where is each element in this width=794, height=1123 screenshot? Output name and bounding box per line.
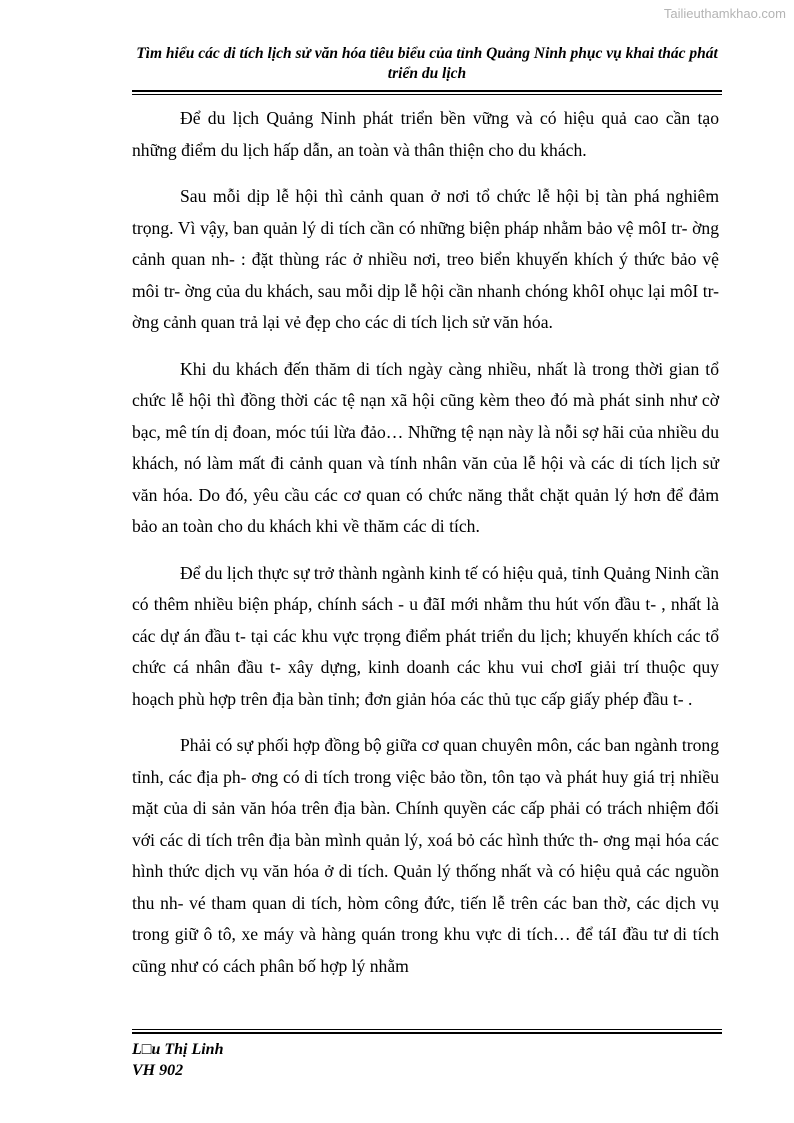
header-rule-thin (132, 94, 722, 95)
header-rule-thick (132, 90, 722, 92)
paragraph-1: Để du lịch Quảng Ninh phát triển bền vững và có hiệu quả cao cần tạo những điểm du lịch hấp dẫn, an toàn và thân thiện cho du khách. (132, 108, 719, 160)
footer-rule-thick (132, 1032, 722, 1034)
watermark-text: Tailieuthamkhao.com (663, 6, 786, 21)
paragraph-4: Để du lịch thực sự trở thành ngành kinh tế có hiệu quả, tỉnh Quảng Ninh cần có thêm nhiều biện pháp, chính sách - u đãI mới nhằm thu hút vốn đầu t- , nhất là các dự án đầu t- tại các khu vực trọng điểm phát triển du lịch; khuyến khích các tổ chức cá nhân đầu t- xây dựng, kinh doanh các khu vui chơI giải trí thuộc quy hoạch phù hợp trên địa bàn tỉnh; đơn giản hóa các thủ tục cấp giấy phép đầu t- . (132, 562, 719, 709)
page-footer (132, 1039, 223, 1081)
footer-author: L□u Thị Linh (132, 1041, 224, 1058)
paragraph-3: Khi du khách đến thăm di tích ngày càng nhiều, nhất là trong thời gian tổ chức lễ hội thì đồng thời các tệ nạn xã hội cũng kèm theo đó mà phát sinh như cờ bạc, mê tín dị đoan, móc túi lừa đảo… Những tệ nạn này là nỗi sợ hãi của nhiều du khách, nó làm mất đi cảnh quan và tính nhân văn của lễ hội và các di tích lịch sử văn hóa. Do đó, yêu cầu các cơ quan có chức năng thắt chặt quản lý hơn để đảm bảo an toàn cho du khách khi về thăm các di tích. (132, 358, 719, 536)
footer-rule-thin (132, 1029, 722, 1030)
footer-class-code: VH 902 (132, 1062, 184, 1079)
document-body (132, 103, 719, 997)
paragraph-2: Sau mỗi dịp lễ hội thì cảnh quan ở nơi tổ chức lễ hội bị tàn phá nghiêm trọng. Vì vậy, ban quản lý di tích cần có những biện pháp nhằm bảo vệ môI tr- ờng cảnh quan nh- : đặt thùng rác ở nhiều nơi, treo biển khuyến khích ý thức bảo vệ môi tr- ờng của du khách, sau mỗi dịp lễ hội cần nhanh chóng khôI ohục lại môI tr- ờng cảnh quan trả lại vẻ đẹp cho các di tích lịch sử văn hóa. (132, 186, 719, 332)
page-header-title: Tìm hiểu các di tích lịch sử văn hóa tiêu biểu của tỉnh Quảng Ninh phục vụ khai thác phát triển du lịch (136, 45, 718, 82)
paragraph-5: Phải có sự phối hợp đồng bộ giữa cơ quan chuyên môn, các ban ngành trong tỉnh, các địa ph- ơng có di tích trong việc bảo tồn, tôn tạo và phát huy giá trị nhiều mặt của di sản văn hóa trên địa bàn. Chính quyền các cấp phải có trách nhiệm đối với các di tích trên địa bàn mình quản lý, xoá bỏ các hình thức th- ơng mại hóa các hình thức dịch vụ văn hóa ở di tích. Quản lý thống nhất và có hiệu quả các nguồn thu nh- vé tham quan di tích, hòm công đức, tiến lễ trên các ban thờ, các dịch vụ trong giữ ô tô, xe máy và hàng quán trong khu vực di tích… để táI đầu tư di tích cũng như có cách phân bố hợp lý nhằm (132, 735, 719, 976)
